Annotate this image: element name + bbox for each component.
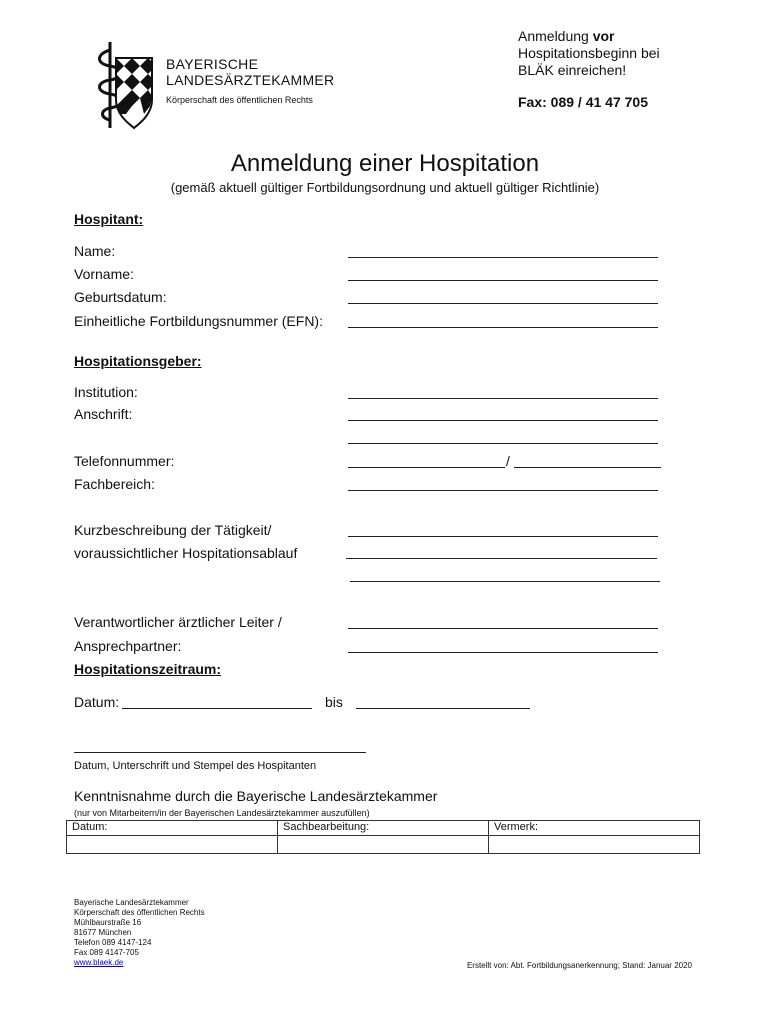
signature-caption: Datum, Unterschrift und Stempel des Hospitanten bbox=[74, 760, 317, 772]
telefon-separator: / bbox=[506, 453, 510, 469]
blaek-logo-emblem bbox=[86, 40, 156, 132]
notice-line1-bold: vor bbox=[592, 28, 615, 44]
footer-line: Körperschaft des öffentlichen Rechts bbox=[74, 908, 205, 917]
label-bis: bis bbox=[325, 694, 343, 710]
logo-name-line1: BAYERISCHE bbox=[166, 56, 259, 72]
label-efn: Einheitliche Fortbildungsnummer (EFN): bbox=[74, 313, 323, 329]
field-leiter[interactable] bbox=[348, 628, 658, 629]
label-ansprechpartner: Ansprechpartner: bbox=[74, 638, 182, 654]
footer-created-by: Erstellt von: Abt. Fortbildungsanerkennung; Stand: Januar 2020 bbox=[466, 961, 692, 970]
table-header-vermerk: Vermerk: bbox=[489, 821, 700, 836]
field-kurzbeschreibung-3[interactable] bbox=[350, 581, 660, 582]
field-telefon-vorwahl[interactable] bbox=[348, 467, 505, 468]
label-datum: Datum: bbox=[74, 694, 120, 710]
fax-number: Fax: 089 / 41 47 705 bbox=[518, 94, 648, 110]
field-telefon-nummer[interactable] bbox=[514, 467, 661, 468]
label-name: Name: bbox=[74, 243, 116, 259]
footer-line: Telefon 089 4147-124 bbox=[74, 938, 152, 947]
logo-subtitle: Körperschaft des öffentlichen Rechts bbox=[166, 95, 313, 105]
kenntnisnahme-table bbox=[66, 820, 700, 854]
table-cell-sachbearbeitung[interactable] bbox=[278, 836, 489, 854]
table-header-sachbearbeitung: Sachbearbeitung: bbox=[278, 821, 489, 836]
label-kurzbeschreibung: Kurzbeschreibung der Tätigkeit/ bbox=[74, 522, 272, 538]
field-institution[interactable] bbox=[348, 398, 658, 399]
field-fachbereich[interactable] bbox=[348, 490, 658, 491]
page-subtitle: (gemäß aktuell gültiger Fortbildungsordnung und aktuell gültiger Richtlinie) bbox=[170, 180, 600, 195]
table-cell-datum[interactable] bbox=[67, 836, 278, 854]
label-geburtsdatum: Geburtsdatum: bbox=[74, 289, 167, 305]
field-anschrift-1[interactable] bbox=[348, 420, 658, 421]
field-anschrift-2[interactable] bbox=[348, 443, 658, 444]
page-title: Anmeldung einer Hospitation bbox=[230, 150, 540, 177]
footer-line: Fax 089 4147-705 bbox=[74, 948, 139, 957]
field-geburtsdatum[interactable] bbox=[348, 303, 658, 304]
footer-line: 81677 München bbox=[74, 928, 132, 937]
logo-name-line2: LANDESÄRZTEKAMMER bbox=[166, 72, 335, 88]
footer-line: Mühlbaurstraße 16 bbox=[74, 918, 142, 927]
section-hospitationsgeber: Hospitationsgeber: bbox=[74, 353, 202, 369]
field-name[interactable] bbox=[348, 257, 658, 258]
notice-line2: Hospitationsbeginn bei bbox=[518, 45, 660, 61]
notice-line1: Anmeldung bbox=[518, 28, 593, 44]
field-datum-bis[interactable] bbox=[356, 708, 530, 709]
field-signature[interactable] bbox=[74, 752, 366, 753]
section-hospitationszeitraum: Hospitationszeitraum: bbox=[74, 661, 222, 677]
table-cell-vermerk[interactable] bbox=[489, 836, 700, 854]
notice-line3: BLÄK einreichen! bbox=[518, 62, 627, 78]
footer-line: Bayerische Landesärztekammer bbox=[74, 898, 189, 907]
table-header-datum: Datum: bbox=[67, 821, 278, 836]
field-kurzbeschreibung-2[interactable] bbox=[346, 558, 657, 559]
field-datum-von[interactable] bbox=[122, 708, 312, 709]
field-ansprechpartner[interactable] bbox=[348, 652, 658, 653]
kenntnisnahme-note: (nur von Mitarbeitern/in der Bayerischen Landesärztekammer auszufüllen) bbox=[74, 808, 370, 818]
field-kurzbeschreibung-1[interactable] bbox=[348, 536, 658, 537]
label-anschrift: Anschrift: bbox=[74, 406, 133, 422]
submission-notice bbox=[518, 28, 660, 79]
label-institution: Institution: bbox=[74, 384, 138, 400]
footer-address bbox=[74, 898, 205, 968]
label-hospitationsablauf: voraussichtlicher Hospitationsablauf bbox=[74, 545, 298, 561]
label-fachbereich: Fachbereich: bbox=[74, 476, 155, 492]
field-efn[interactable] bbox=[348, 327, 658, 328]
footer-website-link[interactable]: www.blaek.de bbox=[74, 958, 124, 967]
label-vorname: Vorname: bbox=[74, 266, 134, 282]
label-leiter: Verantwortlicher ärztlicher Leiter / bbox=[74, 614, 282, 630]
label-telefonnummer: Telefonnummer: bbox=[74, 453, 175, 469]
field-vorname[interactable] bbox=[348, 280, 658, 281]
section-hospitant: Hospitant: bbox=[74, 211, 144, 227]
kenntnisnahme-title: Kenntnisnahme durch die Bayerische Landesärztekammer bbox=[74, 788, 438, 804]
